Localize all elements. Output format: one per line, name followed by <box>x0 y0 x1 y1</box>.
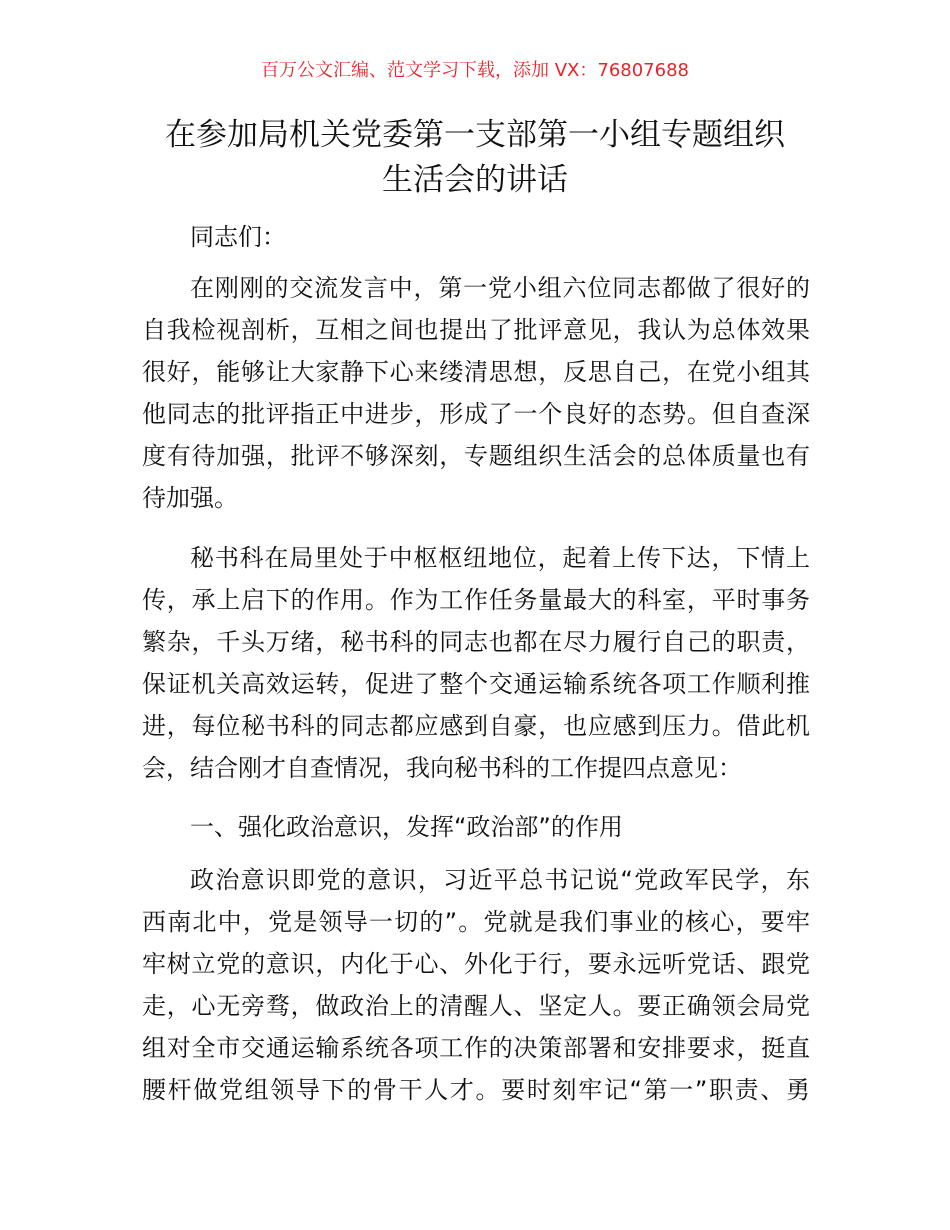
salutation <box>142 216 810 258</box>
text-line: 很好，能够让大家静下心来缕清思想，反思自己，在党小组其 <box>142 358 810 386</box>
title-line: 生活会的讲话 <box>382 162 568 198</box>
text-line: 待加强。 <box>142 484 238 512</box>
text-line: 政治意识即党的意识，习近平总书记说“党政军民学，东 <box>190 866 810 894</box>
text-line: 保证机关高效运转，促进了整个交通运输系统各项工作顺利推 <box>142 670 810 698</box>
text-line: 传，承上启下的作用。作为工作任务量最大的科室，平时事务 <box>142 586 810 614</box>
text-line: 他同志的批评指正中进步，形成了一个良好的态势。但自查深 <box>142 400 810 428</box>
watermark-header: 百万公文汇编、范文学习下载，添加 VX：76807688 <box>261 60 689 81</box>
text-line: 走，心无旁骛，做政治上的清醒人、坚定人。要正确领会局党 <box>142 992 810 1020</box>
document-title <box>0 113 950 203</box>
text-line: 西南北中，党是领导一切的”。党就是我们事业的核心，要牢 <box>142 908 810 936</box>
paragraph <box>142 859 810 1111</box>
text-line: 会，结合刚才自查情况，我向秘书科的工作提四点意见： <box>142 754 742 782</box>
text-line: 牢树立党的意识，内化于心、外化于行，要永远听党话、跟党 <box>142 950 810 978</box>
title-line: 在参加局机关党委第一支部第一小组专题组织 <box>165 117 785 153</box>
text-line: 繁杂，千头万绪，秘书科的同志也都在尽力履行自己的职责， <box>142 628 810 656</box>
section-heading <box>142 806 810 848</box>
text-line: 组对全市交通运输系统各项工作的决策部署和安排要求，挺直 <box>142 1034 810 1062</box>
text-line: 腰杆做党组领导下的骨干人才。要时刻牢记“第一”职责、勇 <box>142 1076 810 1104</box>
text-line: 在刚刚的交流发言中，第一党小组六位同志都做了很好的 <box>190 274 810 302</box>
salutation-text: 同志们： <box>190 223 286 251</box>
text-line: 一、强化政治意识，发挥“政治部”的作用 <box>190 813 623 841</box>
text-line: 秘书科在局里处于中枢枢纽地位，起着上传下达，下情上 <box>190 544 810 572</box>
paragraph <box>142 267 810 519</box>
paragraph <box>142 537 810 789</box>
text-line: 度有待加强，批评不够深刻，专题组织生活会的总体质量也有 <box>142 442 810 470</box>
text-line: 进，每位秘书科的同志都应感到自豪，也应感到压力。借此机 <box>142 712 810 740</box>
text-line: 自我检视剖析，互相之间也提出了批评意见，我认为总体效果 <box>142 316 810 344</box>
